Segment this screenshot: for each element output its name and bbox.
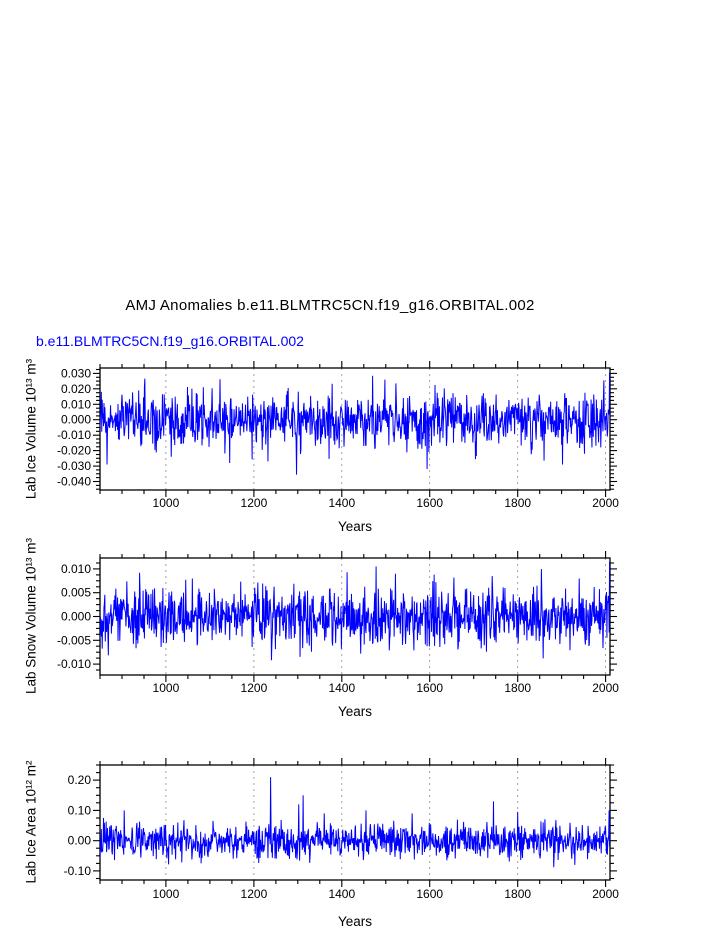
y-tick-label: -0.10 xyxy=(63,863,91,878)
x-tick-label: 1400 xyxy=(328,887,356,901)
y-axis-title-ice-volume: Lab Ice Volume 10¹³ m³ xyxy=(23,358,39,500)
y-tick-label: -0.010 xyxy=(56,428,91,443)
x-tick-label: 1200 xyxy=(240,681,268,695)
x-axis-title: Years xyxy=(337,519,373,534)
chart-title: AMJ Anomalies b.e11.BLMTRC5CN.f19_g16.ORBITAL.002 xyxy=(125,297,535,314)
y-tick-label: 0.010 xyxy=(60,397,91,412)
y-tick-label: -0.005 xyxy=(56,633,91,648)
y-tick-label: -0.010 xyxy=(56,657,91,672)
data-line xyxy=(100,562,610,660)
x-tick-label: 2000 xyxy=(592,496,619,510)
x-tick-label: 1000 xyxy=(152,496,180,510)
plot-frame xyxy=(100,765,610,880)
y-axis-title-ice-area: Lab Ice Area 10¹² m² xyxy=(23,760,39,884)
y-tick-label: -0.020 xyxy=(56,443,91,458)
ice-volume-chart xyxy=(0,350,723,542)
x-tick-label: 1600 xyxy=(416,681,444,695)
y-axis-title-snow-volume: Lab Snow Volume 10¹³ m³ xyxy=(23,537,39,695)
x-tick-label: 1400 xyxy=(328,681,356,695)
y-tick-label: 0.10 xyxy=(67,803,91,818)
y-tick-label: 0.000 xyxy=(60,412,91,427)
x-axis-title: Years xyxy=(337,914,373,929)
data-line xyxy=(100,373,610,475)
x-tick-label: 1600 xyxy=(416,496,444,510)
ice-area-chart xyxy=(0,748,723,935)
legend-label: b.e11.BLMTRC5CN.f19_g16.ORBITAL.002 xyxy=(36,333,304,349)
y-tick-label: 0.00 xyxy=(67,833,91,848)
x-tick-label: 1800 xyxy=(504,887,532,901)
y-tick-label: 0.005 xyxy=(60,585,91,600)
x-tick-label: 1200 xyxy=(240,887,268,901)
x-tick-label: 1800 xyxy=(504,681,532,695)
y-tick-label: 0.030 xyxy=(60,366,91,381)
y-tick-label: 0.010 xyxy=(60,561,91,576)
x-tick-label: 2000 xyxy=(592,681,619,695)
data-line xyxy=(100,777,610,867)
y-tick-label: -0.040 xyxy=(56,474,91,489)
x-tick-label: 2000 xyxy=(592,887,619,901)
x-axis-title: Years xyxy=(337,704,373,719)
y-tick-label: 0.20 xyxy=(67,773,91,788)
snow-volume-chart xyxy=(0,545,723,735)
x-tick-label: 1000 xyxy=(152,887,180,901)
x-tick-label: 1400 xyxy=(328,496,356,510)
y-tick-label: -0.030 xyxy=(56,459,91,474)
x-tick-label: 1200 xyxy=(240,496,268,510)
y-tick-label: 0.020 xyxy=(60,381,91,396)
y-tick-label: 0.000 xyxy=(60,609,91,624)
x-tick-label: 1000 xyxy=(152,681,180,695)
x-tick-label: 1800 xyxy=(504,496,532,510)
x-tick-label: 1600 xyxy=(416,887,444,901)
